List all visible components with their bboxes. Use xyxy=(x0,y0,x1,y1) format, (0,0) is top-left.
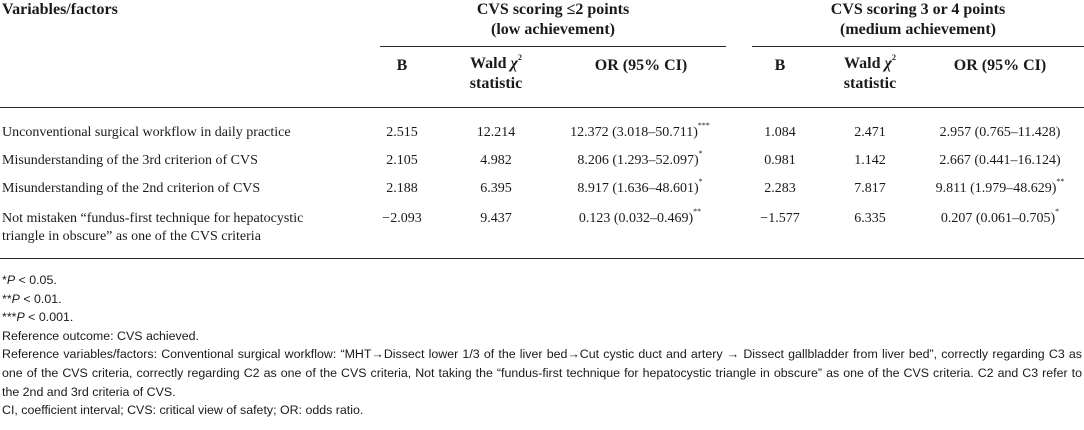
table-cell-or-low: 8.917 (1.636–48.601)* xyxy=(577,177,703,196)
footnote-reference-variables: Reference variables/factors: Conventional surgical workflow: “MHT→Dissect lower 1/3 of the liver bed→Cut cystic duct and artery → Dissect gallbladder from liver bed”, correctly regarding C3 as one of the CVS criteria, correctly regarding C2 as one of the CVS criteria, Not taking the “fundus-first technique for hepatocystic triangle in obscure” as one of the CVS criteria. C2 and C3 refer to the 2nd and 3rd criteria of CVS. xyxy=(2,347,1082,399)
table-cell-or-medium: 0.207 (0.061–0.705)* xyxy=(940,207,1060,226)
table-row-label: Unconventional surgical workflow in daily practice xyxy=(2,125,291,140)
significance-marker: * xyxy=(1055,207,1060,217)
significance-marker: * xyxy=(698,177,703,187)
significance-marker: *** xyxy=(697,121,710,131)
table-cell-wald-medium: 2.471 xyxy=(854,125,886,140)
table-cell-wald-low: 9.437 xyxy=(480,211,512,226)
footnote-p05: *P < 0.05. xyxy=(2,273,57,287)
group-header-medium-line1: CVS scoring 3 or 4 points xyxy=(830,1,1006,18)
header-bottom-rule xyxy=(0,107,1084,108)
subheader-b-low: B xyxy=(396,57,408,74)
table-cell-b-low: 2.105 xyxy=(386,153,418,168)
group-header-low-line2: (low achievement) xyxy=(491,21,615,38)
table-bottom-rule xyxy=(0,258,1084,259)
table-row-label: Misunderstanding of the 2nd criterion of CVS xyxy=(2,181,261,196)
subheader-wald-medium: Wald $\chi^2$ statistic xyxy=(843,52,897,92)
footnotes xyxy=(2,271,1082,420)
table-cell-b-low: −2.093 xyxy=(382,211,422,226)
table-row-label: Not mistaken “fundus-first technique for hepatocystic triangle in obscure” as one of the CVS criteria xyxy=(2,211,304,244)
footnote-p01: **P < 0.01. xyxy=(2,291,62,306)
significance-marker: ** xyxy=(1056,177,1065,187)
table-cell-b-low: 2.188 xyxy=(386,181,418,196)
significance-marker: * xyxy=(698,149,703,159)
table-cell-b-medium: 0.981 xyxy=(764,153,796,168)
table-cell-wald-low: 4.982 xyxy=(480,153,512,168)
table-row-label: Misunderstanding of the 3rd criterion of CVS xyxy=(2,153,258,168)
table-cell-b-low: 2.515 xyxy=(386,125,418,140)
table-cell-or-low: 8.206 (1.293–52.097)* xyxy=(577,149,703,168)
group-header-medium-line2: (medium achievement) xyxy=(840,21,996,38)
table-cell-wald-low: 6.395 xyxy=(480,181,512,196)
group-header-low xyxy=(380,0,726,40)
stub-header: Variables/factors xyxy=(2,1,118,18)
group-header-low-line1: CVS scoring ≤2 points xyxy=(476,1,630,18)
table-cell-or-low: 0.123 (0.032–0.469)** xyxy=(578,207,702,226)
table-cell-wald-medium: 6.335 xyxy=(854,211,886,226)
table-cell-or-medium: 9.811 (1.979–48.629)** xyxy=(935,177,1065,196)
table-cell-b-medium: −1.577 xyxy=(760,211,800,226)
subheader-or-low: OR (95% CI) xyxy=(594,57,688,74)
table-cell-or-medium: 2.667 (0.441–16.124) xyxy=(939,153,1061,168)
table-cell-wald-low: 12.214 xyxy=(476,125,516,140)
subheader-or-medium: OR (95% CI) xyxy=(953,57,1047,74)
footnote-p001: ***P < 0.001. xyxy=(2,310,74,325)
table-cell-b-medium: 1.084 xyxy=(764,125,796,140)
significance-marker: ** xyxy=(693,207,702,217)
subheader-wald-low: Wald $\chi^2$ statistic xyxy=(469,52,523,92)
group-header-medium xyxy=(752,0,1084,40)
table-cell-b-medium: 2.283 xyxy=(764,181,796,196)
table-cell-wald-medium: 7.817 xyxy=(854,181,886,196)
table-cell-wald-medium: 1.142 xyxy=(854,153,886,168)
group-rule-low xyxy=(380,46,726,47)
footnote-abbreviations: CI, coefficient interval; CVS: critical view of safety; OR: odds ratio. xyxy=(2,403,364,418)
group-rule-medium xyxy=(752,46,1084,47)
table-cell-or-medium: 2.957 (0.765–11.428) xyxy=(939,125,1061,140)
subheader-b-medium: B xyxy=(774,57,786,74)
footnote-reference-outcome: Reference outcome: CVS achieved. xyxy=(2,328,199,343)
table-cell-or-low: 12.372 (3.018–50.711)*** xyxy=(570,121,710,140)
